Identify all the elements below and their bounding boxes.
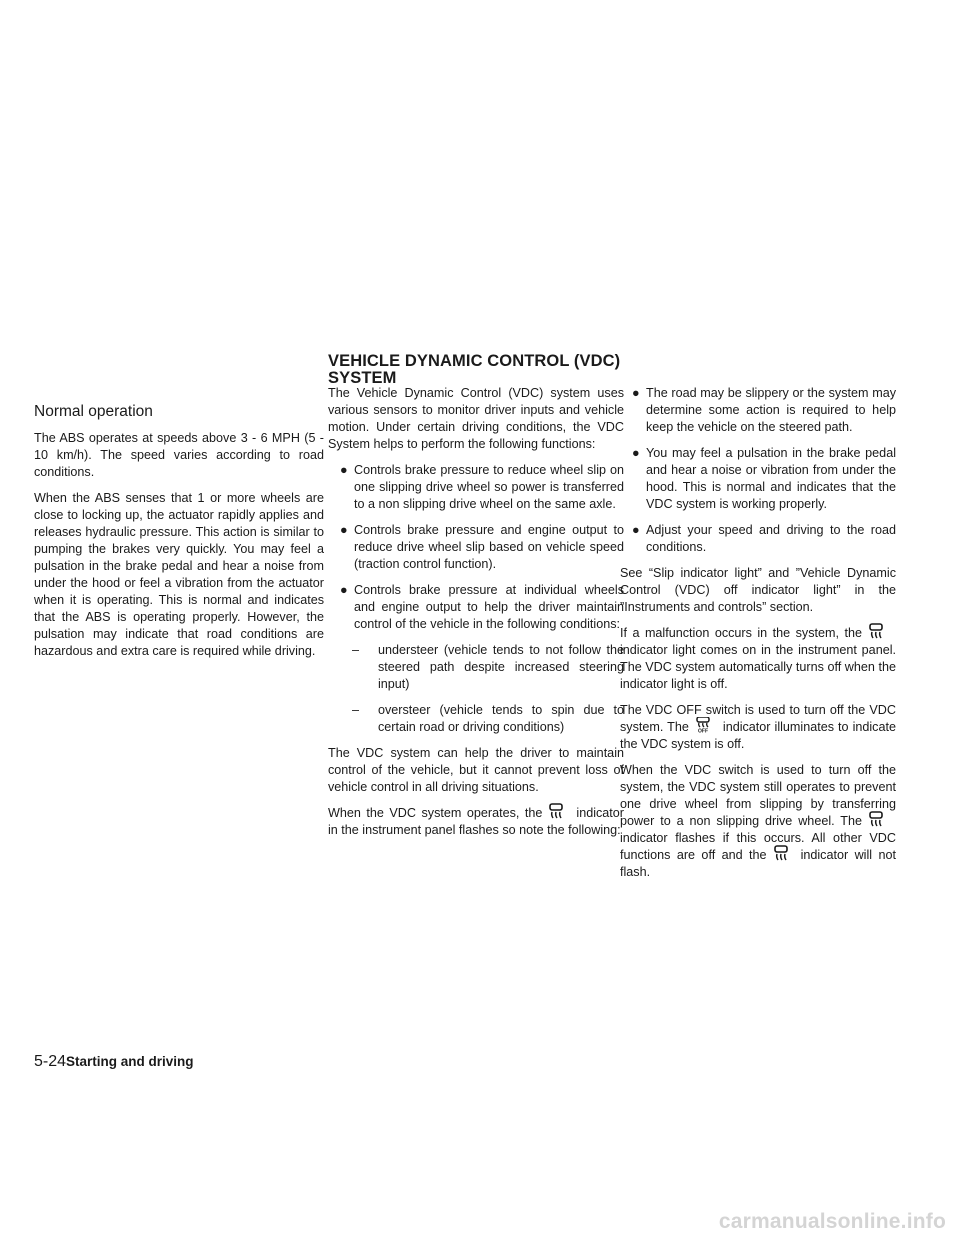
paragraph: When the VDC system operates, the indicator in the instrument panel flashes so note the following: <box>328 805 624 839</box>
page-number: 5-24 <box>34 1053 67 1070</box>
slip-indicator-icon <box>771 845 791 861</box>
paragraph: If a malfunction occurs in the system, the indicator light comes on in the instrument panel. The VDC system automatically turns off when the indicator light is off. <box>620 625 896 693</box>
list-item: ● Controls brake pressure at individual wheels and engine output to help the driver maintain control of the vehicle in the following conditions: <box>340 583 624 631</box>
heading-normal-operation: Normal operation <box>34 403 153 420</box>
paragraph: The VDC system can help the driver to maintain control of the vehicle, but it cannot prevent loss of vehicle control in all driving situations. <box>328 746 624 794</box>
watermark: carmanualsonline.info <box>718 1210 946 1233</box>
page-footer <box>34 1053 194 1071</box>
list-item: ● Controls brake pressure to reduce wheel slip on one slipping drive wheel so power is transferred to a non slipping drive wheel on the same axle. <box>340 463 624 511</box>
section-title: VEHICLE DYNAMIC CONTROL (VDC) SYSTEM <box>328 352 621 387</box>
slip-indicator-icon <box>866 811 886 827</box>
column-right <box>620 385 896 890</box>
vdc-off-indicator-icon <box>693 717 713 733</box>
list-item: ● Controls brake pressure and engine output to reduce drive wheel slip based on vehicle speed (traction control function). <box>340 523 624 571</box>
svg-text:OFF: OFF <box>697 728 708 733</box>
column-left <box>34 402 324 669</box>
paragraph: The ABS operates at speeds above 3 - 6 MPH (5 - 10 km/h). The speed varies according to road conditions. <box>34 431 324 479</box>
paragraph: The Vehicle Dynamic Control (VDC) system uses various sensors to monitor driver inputs and vehicle motion. Under certain driving conditions, the VDC System helps to perform the following functions: <box>328 386 624 451</box>
sub-list <box>328 642 624 736</box>
footer-section-title: Starting and driving <box>66 1054 194 1069</box>
paragraph: When the VDC switch is used to turn off the system, the VDC system still operates to prevent one drive wheel from slipping by transferring power to a non slipping drive wheel. The indicator flashes if this occurs. All other VDC functions are off and the indicator will not flash. <box>620 763 896 879</box>
list-item: – oversteer (vehicle tends to spin due to certain road or driving conditions) <box>352 703 624 734</box>
list-item: ● Adjust your speed and driving to the road conditions. <box>632 523 896 554</box>
list-item: ● The road may be slippery or the system may determine some action is required to help keep the vehicle on the steered path. <box>632 386 896 434</box>
paragraph: See “Slip indicator light” and ”Vehicle Dynamic Control (VDC) off indicator light” in the ”Instruments and controls” section. <box>620 566 896 614</box>
list-item: – understeer (vehicle tends to not follow the steered path despite increased steering input) <box>352 643 624 691</box>
column-middle <box>328 385 624 848</box>
slip-indicator-icon <box>866 623 886 639</box>
paragraph: When the ABS senses that 1 or more wheels are close to locking up, the actuator rapidly applies and releases hydraulic pressure. This action is similar to pumping the brakes very quickly. You may feel a pulsation in the brake pedal and hear a noise from under the hood or feel a vibration from the actuator when it is operating. This is normal and indicates that the ABS is operating properly. However, the pulsation may indicate that road conditions are hazardous and extra care is required while driving. <box>34 491 324 658</box>
slip-indicator-icon <box>546 803 566 819</box>
paragraph: The VDC OFF switch is used to turn off the VDC system. The OFF indicator illuminates to indicate the VDC system is off. <box>620 703 896 751</box>
list-item: ● You may feel a pulsation in the brake pedal and hear a noise or vibration from under the hood. This is normal and indicates that the VDC system is working properly. <box>632 446 896 511</box>
